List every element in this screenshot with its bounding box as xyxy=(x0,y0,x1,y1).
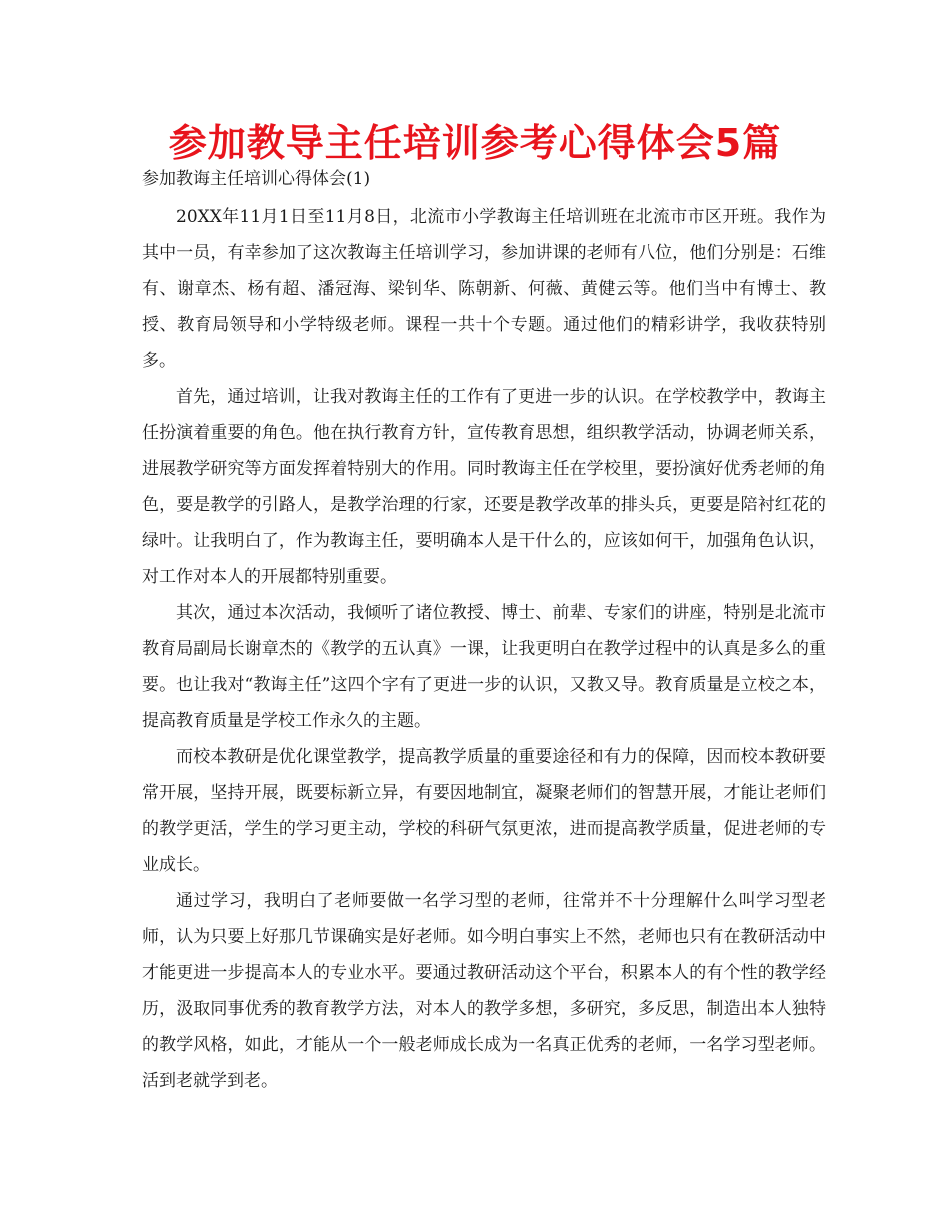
document-title: 参加教导主任培训参考心得体会5篇 xyxy=(168,121,782,165)
paragraph-5: 通过学习，我明白了老师要做一名学习型的老师，往常并不十分理解什么叫学习型老师，认为只要上好那几节课确实是好老师。如今明白事实上不然，老师也只有在教研活动中才能更进一步提高本人的专业水平。要通过教研活动这个平台，积累本人的有个性的教学经历，汲取同事优秀的教育教学方法，对本人的教学多想，多研究，多反思，制造出本人独特的教学风格，如此，才能从一个一般老师成长成为一名真正优秀的老师，一名学习型老师。活到老就学到老。 xyxy=(142,891,826,1091)
paragraph-2: 首先，通过培训，让我对教诲主任的工作有了更进一步的认识。在学校教学中，教诲主任扮演着重要的角色。他在执行教育方针，宣传教育思想，组织教学活动，协调老师关系，进展教学研究等方面发挥着特别大的作用。同时教诲主任在学校里，要扮演好优秀老师的角色，要是教学的引路人，是教学治理的行家，还要是教学改革的排头兵，更要是陪衬红花的绿叶。让我明白了，作为教诲主任，要明确本人是干什么的，应该如何干，加强角色认识，对工作对本人的开展都特别重要。 xyxy=(142,387,826,587)
paragraph-3: 其次，通过本次活动，我倾听了诸位教授、博士、前辈、专家们的讲座，特别是北流市教育局副局长谢章杰的《教学的五认真》一课，让我更明白在教学过程中的认真是多么的重要。也让我对“教诲主任”这四个字有了更进一步的认识，又教又导。教育质量是立校之本，提高教育质量是学校工作永久的主题。 xyxy=(142,603,826,731)
document-body xyxy=(142,199,826,1099)
paragraph-4: 而校本教研是优化课堂教学，提高教学质量的重要途径和有力的保障，因而校本教研要常开展，坚持开展，既要标新立异，有要因地制宜，凝聚老师们的智慧开展，才能让老师们的教学更活，学生的学习更主动，学校的科研气氛更浓，进而提高教学质量，促进老师的专业成长。 xyxy=(142,747,826,875)
document-subtitle: 参加教诲主任培训心得体会(1) xyxy=(142,169,371,189)
paragraph-1: 20XX年11月1日至11月8日，北流市小学教诲主任培训班在北流市市区开班。我作为其中一员，有幸参加了这次教诲主任培训学习，参加讲课的老师有八位，他们分别是：石维有、谢章杰、杨有超、潘冠海、梁钊华、陈朝新、何薇、黄健云等。他们当中有博士、教授、教育局领导和小学特级老师。课程一共十个专题。通过他们的精彩讲学，我收获特别多。 xyxy=(142,207,826,371)
